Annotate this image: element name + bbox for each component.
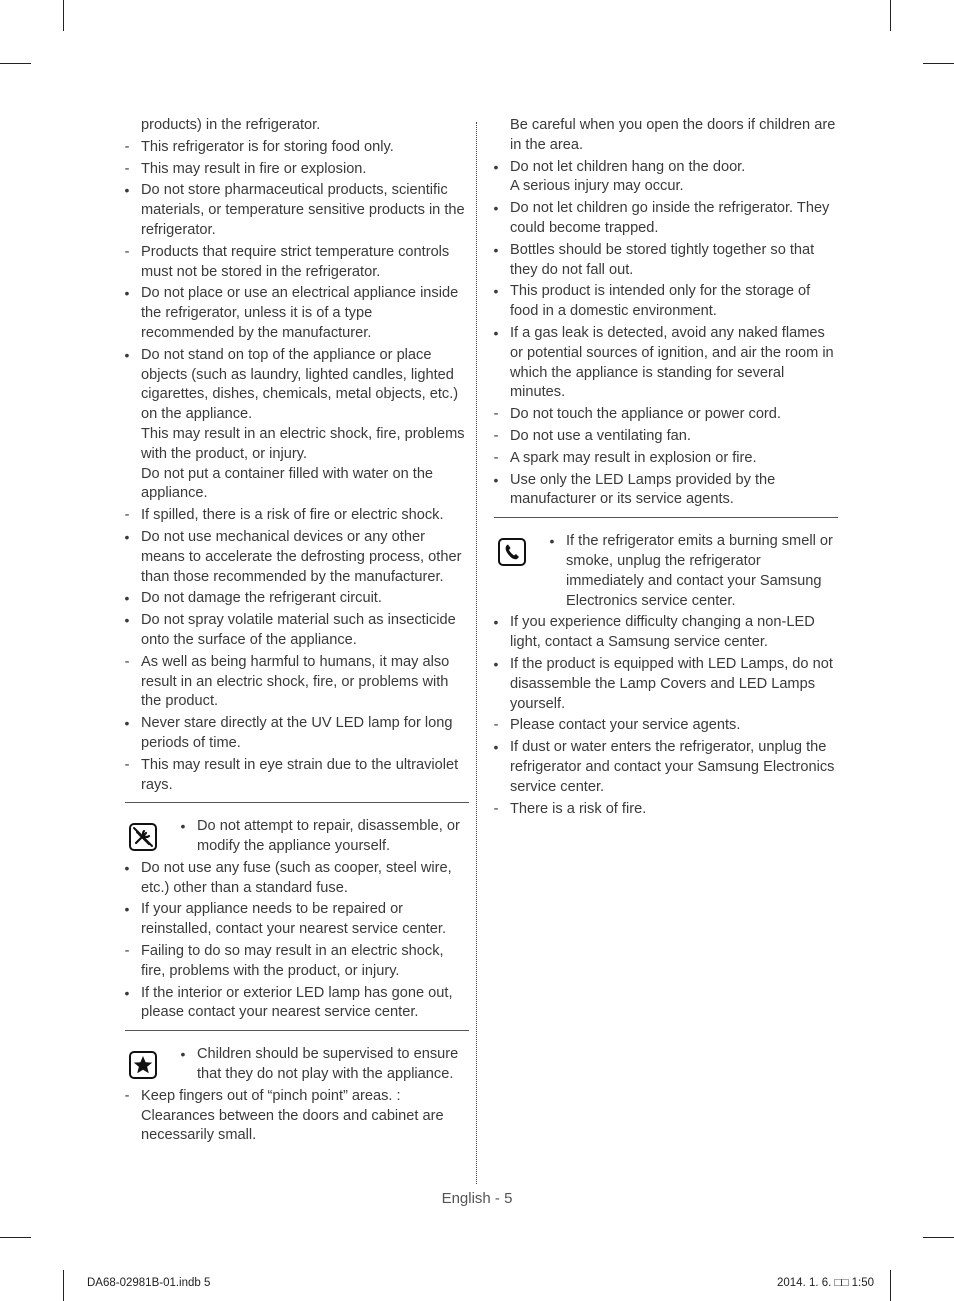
dash-marker: - [124, 138, 130, 155]
dash-marker: - [493, 449, 499, 466]
page-number: English - 5 [441, 1190, 513, 1207]
item-text: Do not damage the refrigerant circuit. [141, 590, 382, 607]
item-text: Do not use any fuse (such as cooper, steel wire, etc.) other than a standard fuse. [141, 859, 452, 896]
dash-marker: - [124, 756, 130, 773]
bullet-marker: • [124, 859, 130, 876]
item-text: products) in the refrigerator. [141, 117, 321, 133]
crop-mark [923, 63, 954, 64]
bullet-marker: • [493, 241, 499, 258]
list-item [482, 800, 838, 820]
item-text: Do not stand on top of the appliance or place objects (such as laundry, lighted candles, lighted cigarettes, dishes, chemicals, metal objects, etc.) on the appliance. This may result in an electric shock, fire, problems with the product, or injury. Do not put a container filled with water on the appliance. [141, 346, 465, 502]
dash-marker: - [493, 717, 499, 734]
star-note-icon [129, 1051, 157, 1079]
list-item [169, 1045, 469, 1085]
item-text: As well as being harmful to humans, it may also result in an electric shock, fire, or problems with the product. [141, 653, 450, 710]
list-item [113, 506, 469, 526]
item-text: Products that require strict temperature controls must not be stored in the refrigerator. [141, 243, 450, 280]
left-list [113, 116, 469, 795]
item-text: Do not attempt to repair, disassemble, or modify the appliance yourself. [197, 818, 460, 855]
item-text: If the refrigerator emits a burning smell or smoke, unplug the refrigerator immediately and contact your Samsung Electronics service center. [566, 533, 833, 609]
item-text: There is a risk of fire. [510, 800, 647, 817]
children-section [113, 1045, 469, 1085]
item-text: Do not let children hang on the door. A serious injury may occur. [510, 158, 746, 195]
list-item [482, 613, 838, 653]
item-text: Children should be supervised to ensure that they do not play with the appliance. [197, 1046, 459, 1083]
repair-section [113, 817, 469, 857]
item-text: If your appliance needs to be repaired or reinstalled, contact your nearest service center. [141, 901, 447, 938]
list-item [169, 817, 469, 857]
dash-marker: - [124, 507, 130, 524]
item-text: Do not touch the appliance or power cord. [510, 406, 781, 423]
item-text: If you experience difficulty changing a non-LED light, contact a Samsung service center. [510, 614, 815, 651]
phone-list [482, 613, 838, 819]
list-item [482, 427, 838, 447]
item-text: Bottles should be stored tightly together so that they do not fall out. [510, 241, 815, 278]
list-item [482, 199, 838, 239]
list-item [113, 756, 469, 796]
bullet-marker: • [124, 901, 130, 918]
list-item [113, 611, 469, 651]
item-text: This refrigerator is for storing food only. [141, 138, 394, 155]
list-item [113, 528, 469, 587]
dash-marker: - [493, 406, 499, 423]
crop-mark [890, 0, 891, 31]
item-text: Do not use mechanical devices or any other means to accelerate the defrosting process, other than those recommended by the manufacturer. [141, 528, 462, 585]
phone-section [482, 532, 838, 611]
bullet-marker: • [124, 612, 130, 629]
list-item [482, 716, 838, 736]
item-text: Never stare directly at the UV LED lamp for long periods of time. [141, 715, 453, 751]
list-item [482, 241, 838, 281]
children-list [113, 1087, 469, 1146]
list-item [113, 243, 469, 283]
bullet-marker: • [493, 471, 499, 488]
section-divider [125, 802, 469, 803]
dash-marker: - [124, 160, 130, 177]
item-text: Do not spray volatile material such as insecticide onto the surface of the appliance. [141, 612, 456, 648]
bullet-marker: • [124, 346, 130, 363]
list-item [482, 738, 838, 797]
right-list [482, 116, 838, 510]
list-item [482, 471, 838, 511]
item-text: This may result in fire or explosion. [141, 160, 367, 177]
list-item [113, 859, 469, 899]
bullet-marker: • [493, 200, 499, 217]
bullet-marker: • [124, 715, 130, 732]
item-text: Do not use a ventilating fan. [510, 427, 691, 444]
item-text: Please contact your service agents. [510, 717, 741, 734]
dash-marker: - [124, 1087, 130, 1104]
item-text: This may result in eye strain due to the ultraviolet rays. [141, 756, 459, 793]
bullet-marker: • [493, 739, 499, 756]
item-text: Do not store pharmaceutical products, scientific materials, or temperature sensitive products in the refrigerator. [141, 182, 465, 238]
list-item [113, 653, 469, 712]
bullet-marker: • [124, 285, 130, 302]
crop-mark [0, 63, 31, 64]
dash-marker: - [124, 243, 130, 260]
list-item [482, 158, 838, 198]
list-item [113, 589, 469, 609]
dash-marker: - [493, 427, 499, 444]
item-text: Use only the LED Lamps provided by the manufacturer or its service agents. [510, 471, 776, 508]
bullet-marker: • [124, 590, 130, 607]
list-item [113, 346, 469, 504]
list-item [482, 405, 838, 425]
list-item [482, 282, 838, 322]
dash-marker: - [124, 653, 130, 670]
list-item [113, 181, 469, 240]
bullet-marker: • [124, 182, 130, 199]
item-text: This product is intended only for the storage of food in a domestic environment. [510, 283, 811, 320]
bullet-marker: • [180, 818, 186, 835]
list-item [482, 324, 838, 403]
item-text: If spilled, there is a risk of fire or electric shock. [141, 507, 444, 524]
crop-mark [923, 1237, 954, 1238]
list-item [113, 160, 469, 180]
phone-icon [498, 538, 526, 566]
item-text: A spark may result in explosion or fire. [510, 449, 757, 466]
bullet-marker: • [493, 324, 499, 341]
list-item [113, 714, 469, 754]
item-text: Do not place or use an electrical appliance inside the refrigerator, unless it is of a type recommended by the manufacturer. [141, 285, 459, 341]
crop-mark [890, 1270, 891, 1301]
item-text: Failing to do so may result in an electric shock, fire, problems with the product, or injury. [141, 943, 444, 979]
list-item [482, 449, 838, 469]
list-item [482, 655, 838, 714]
item-text: If a gas leak is detected, avoid any naked flames or potential sources of ignition, and air the room in which the appliance is standing for several minutes. [510, 324, 834, 401]
list-item [538, 532, 838, 611]
item-text: Do not let children go inside the refrigerator. They could become trapped. [510, 200, 830, 236]
list-item [113, 1087, 469, 1146]
item-text: If the product is equipped with LED Lamps, do not disassemble the Lamp Covers and LED Lamps yourself. [510, 655, 833, 712]
list-item [113, 942, 469, 982]
list-item [482, 116, 838, 156]
bullet-marker: • [549, 533, 555, 550]
file-info: DA68-02981B-01.indb 5 [87, 1277, 211, 1289]
crop-mark [63, 0, 64, 31]
right-column [482, 116, 838, 821]
crop-mark [63, 1270, 64, 1301]
bullet-marker: • [493, 283, 499, 300]
bullet-marker: • [124, 984, 130, 1001]
bullet-marker: • [493, 158, 499, 175]
list-item [113, 138, 469, 158]
no-disassemble-icon [129, 823, 157, 851]
item-text: Be careful when you open the doors if children are in the area. [510, 117, 836, 153]
bullet-marker: • [493, 614, 499, 631]
section-divider [494, 517, 838, 518]
item-text: Keep fingers out of “pinch point” areas. : Clearances between the doors and cabinet are necessarily small. [141, 1087, 444, 1144]
list-item [113, 284, 469, 343]
bullet-marker: • [493, 655, 499, 672]
list-item [113, 900, 469, 940]
repair-list [113, 859, 469, 1023]
dash-marker: - [124, 943, 130, 960]
print-timestamp: 2014. 1. 6. □□ 1:50 [776, 1277, 874, 1289]
list-item [113, 116, 469, 136]
bullet-marker: • [180, 1046, 186, 1063]
list-item [113, 984, 469, 1024]
section-divider [125, 1030, 469, 1031]
item-text: If dust or water enters the refrigerator, unplug the refrigerator and contact your Samsung Electronics service center. [510, 739, 835, 795]
left-column [113, 116, 469, 1148]
column-separator [476, 122, 477, 1184]
item-text: If the interior or exterior LED lamp has gone out, please contact your nearest service center. [141, 984, 453, 1021]
bullet-marker: • [124, 528, 130, 545]
crop-mark [0, 1237, 31, 1238]
dash-marker: - [493, 800, 499, 817]
